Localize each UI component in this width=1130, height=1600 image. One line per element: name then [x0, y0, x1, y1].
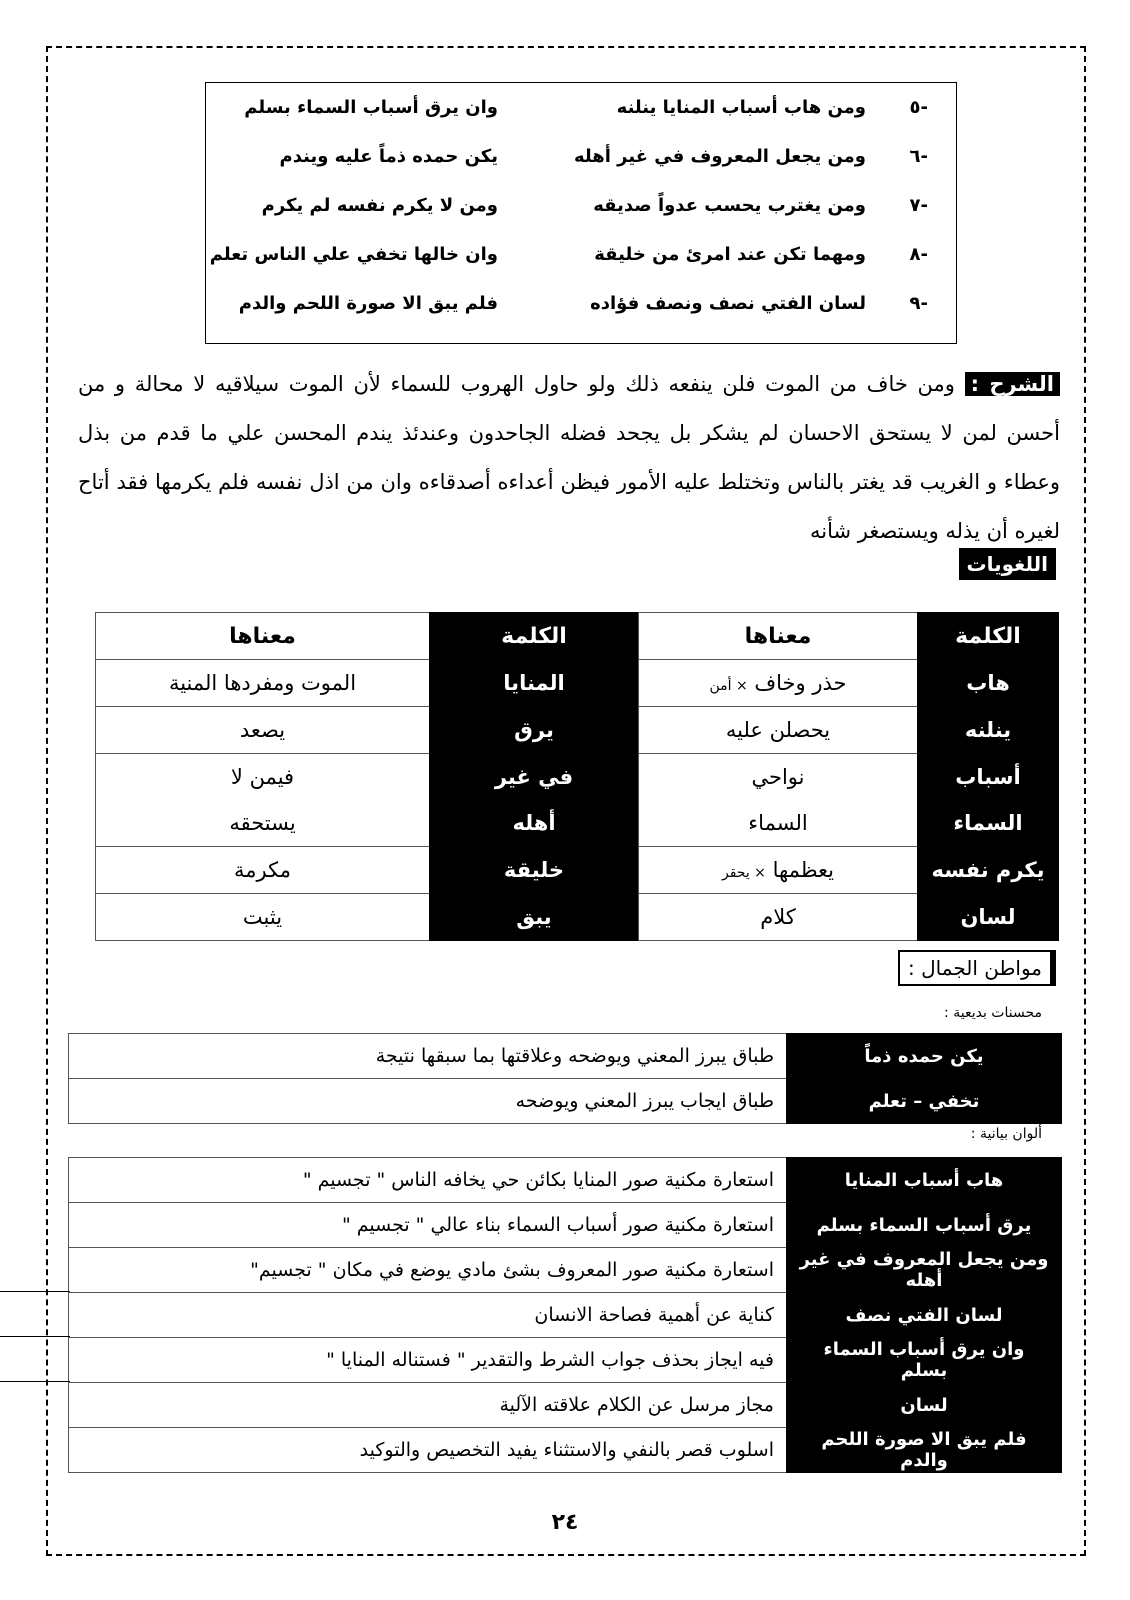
- bayan-table: [68, 1157, 1062, 1473]
- verse-number: -٦: [909, 146, 928, 167]
- poem-verse: [206, 195, 956, 235]
- table-header-row: [96, 613, 1059, 660]
- poem-box: [205, 82, 957, 344]
- vocab-word: أهله: [430, 800, 639, 847]
- table-row: [96, 754, 1059, 801]
- explanation-paragraph: [78, 360, 1060, 556]
- vocab-meaning: يعظمها × يحقر: [639, 847, 918, 894]
- vocab-word: لسان: [918, 894, 1059, 941]
- verse-number: -٩: [909, 293, 928, 314]
- antonym-note: × يحقر: [721, 865, 766, 881]
- header-meaning: معناها: [96, 613, 430, 660]
- margin-line: [0, 1336, 70, 1337]
- verse-second-hemistich: وان خالها تخفي علي الناس تعلم: [209, 244, 498, 265]
- table-row: [69, 1248, 1062, 1293]
- verse-first-hemistich: ومهما تكن عند امرئ من خليقة: [594, 244, 866, 265]
- figure-explanation: استعارة مكنية صور أسباب السماء بناء عالي " تجسيم ": [69, 1203, 787, 1248]
- poem-verse: [206, 293, 956, 333]
- verse-second-hemistich: ومن لا يكرم نفسه لم يكرم: [261, 195, 498, 216]
- verse-number: -٨: [909, 244, 928, 265]
- vocab-meaning: يصعد: [96, 707, 430, 754]
- verse-number: -٥: [909, 97, 928, 118]
- figure-phrase: وان يرق أسباب السماء بسلم: [787, 1338, 1062, 1383]
- table-row: [96, 800, 1059, 847]
- table-row: [69, 1338, 1062, 1383]
- explanation-label: الشرح :: [965, 372, 1060, 396]
- figure-phrase: تخفي – تعلم: [787, 1079, 1062, 1124]
- table-row: [96, 707, 1059, 754]
- vocab-meaning: حذر وخاف × أمن: [639, 660, 918, 707]
- explanation-text: ومن خاف من الموت فلن ينفعه ذلك ولو حاول الهروب للسماء لأن الموت سيلاقيه لا محالة و من أحسن لمن لا يستحق الاحسان لم يشكر بل يجحد فضله الجاحدون وعندئذ يندم المحسن علي ما قدم من بذل وعطاء و الغريب قد يغتر بالناس وتختلط عليه الأمور فيظن أعداءه أصدقاءه وان من اذل نفسه فلم يكرمها فقد أتاح لغيره أن يذله ويستصغر شأنه: [78, 372, 1060, 543]
- table-row: [69, 1034, 1062, 1079]
- verse-number: -٧: [909, 195, 928, 216]
- badia-subheading: محسنات بديعية :: [944, 1005, 1042, 1021]
- table-row: [96, 660, 1059, 707]
- figure-explanation: طباق يبرز المعني ويوضحه وعلاقتها بما سبقها نتيجة: [69, 1034, 787, 1079]
- poem-verse: [206, 97, 956, 137]
- vocab-word: في غير: [430, 754, 639, 801]
- vocab-meaning: السماء: [639, 800, 918, 847]
- figure-explanation: اسلوب قصر بالنفي والاستثناء يفيد التخصيص والتوكيد: [69, 1428, 787, 1473]
- vocab-word: السماء: [918, 800, 1059, 847]
- poem-verse: [206, 146, 956, 186]
- table-row: [69, 1293, 1062, 1338]
- figure-phrase: فلم يبق الا صورة اللحم والدم: [787, 1428, 1062, 1473]
- vocab-meaning: نواحي: [639, 754, 918, 801]
- beauty-section-label: مواطن الجمال :: [898, 950, 1056, 986]
- verse-first-hemistich: ومن هاب أسباب المنايا ينلنه: [616, 97, 866, 118]
- verse-first-hemistich: ومن يغترب يحسب عدواً صديقه: [593, 195, 866, 216]
- verse-second-hemistich: وان يرق أسباب السماء بسلم: [244, 97, 498, 118]
- table-row: [69, 1079, 1062, 1124]
- header-word: الكلمة: [918, 613, 1059, 660]
- figure-explanation: استعارة مكنية صور المنايا بكائن حي يخافه الناس " تجسيم ": [69, 1158, 787, 1203]
- figure-explanation: طباق ايجاب يبرز المعني ويوضحه: [69, 1079, 787, 1124]
- page-number: ٢٤: [551, 1510, 579, 1535]
- vocab-word: هاب: [918, 660, 1059, 707]
- vocab-word: يكرم نفسه: [918, 847, 1059, 894]
- vocab-section-label: اللغويات: [959, 548, 1056, 580]
- vocab-meaning: فيمن لا: [96, 754, 430, 801]
- vocab-meaning: كلام: [639, 894, 918, 941]
- verse-second-hemistich: فلم يبق الا صورة اللحم والدم: [238, 293, 498, 314]
- poem-verse: [206, 244, 956, 284]
- vocab-meaning: يثبت: [96, 894, 430, 941]
- vocab-meaning: مكرمة: [96, 847, 430, 894]
- figure-explanation: فيه ايجاز بحذف جواب الشرط والتقدير " فستناله المنايا ": [69, 1338, 787, 1383]
- margin-line: [0, 1291, 70, 1292]
- table-row: [69, 1428, 1062, 1473]
- figure-phrase: ومن يجعل المعروف في غير أهله: [787, 1248, 1062, 1293]
- badia-table: [68, 1033, 1062, 1124]
- vocab-word: يرق: [430, 707, 639, 754]
- vocab-meaning: يحصلن عليه: [639, 707, 918, 754]
- vocab-table: [95, 612, 1059, 941]
- table-row: [96, 847, 1059, 894]
- figure-phrase: يرق أسباب السماء بسلم: [787, 1203, 1062, 1248]
- figure-explanation: كناية عن أهمية فصاحة الانسان: [69, 1293, 787, 1338]
- figure-phrase: لسان: [787, 1383, 1062, 1428]
- antonym-note: × أمن: [709, 678, 748, 694]
- table-row: [69, 1203, 1062, 1248]
- margin-line: [0, 1381, 70, 1382]
- vocab-word: ينلنه: [918, 707, 1059, 754]
- header-word: الكلمة: [430, 613, 639, 660]
- vocab-word: أسباب: [918, 754, 1059, 801]
- header-meaning: معناها: [639, 613, 918, 660]
- bayan-subheading: ألوان بيانية :: [970, 1126, 1042, 1142]
- figure-explanation: مجاز مرسل عن الكلام علاقته الآلية: [69, 1383, 787, 1428]
- table-row: [69, 1383, 1062, 1428]
- verse-first-hemistich: ومن يجعل المعروف في غير أهله: [573, 146, 866, 167]
- vocab-word: خليقة: [430, 847, 639, 894]
- table-row: [96, 894, 1059, 941]
- figure-phrase: يكن حمده ذماً: [787, 1034, 1062, 1079]
- verse-second-hemistich: يكن حمده ذماً عليه ويندم: [279, 146, 498, 167]
- figure-phrase: هاب أسباب المنايا: [787, 1158, 1062, 1203]
- vocab-meaning: الموت ومفردها المنية: [96, 660, 430, 707]
- vocab-meaning: يستحقه: [96, 800, 430, 847]
- figure-phrase: لسان الفتي نصف: [787, 1293, 1062, 1338]
- vocab-word: المنايا: [430, 660, 639, 707]
- figure-explanation: استعارة مكنية صور المعروف بشئ مادي يوضع في مكان " تجسيم": [69, 1248, 787, 1293]
- verse-first-hemistich: لسان الفتي نصف ونصف فؤاده: [590, 293, 866, 314]
- vocab-word: يبق: [430, 894, 639, 941]
- table-row: [69, 1158, 1062, 1203]
